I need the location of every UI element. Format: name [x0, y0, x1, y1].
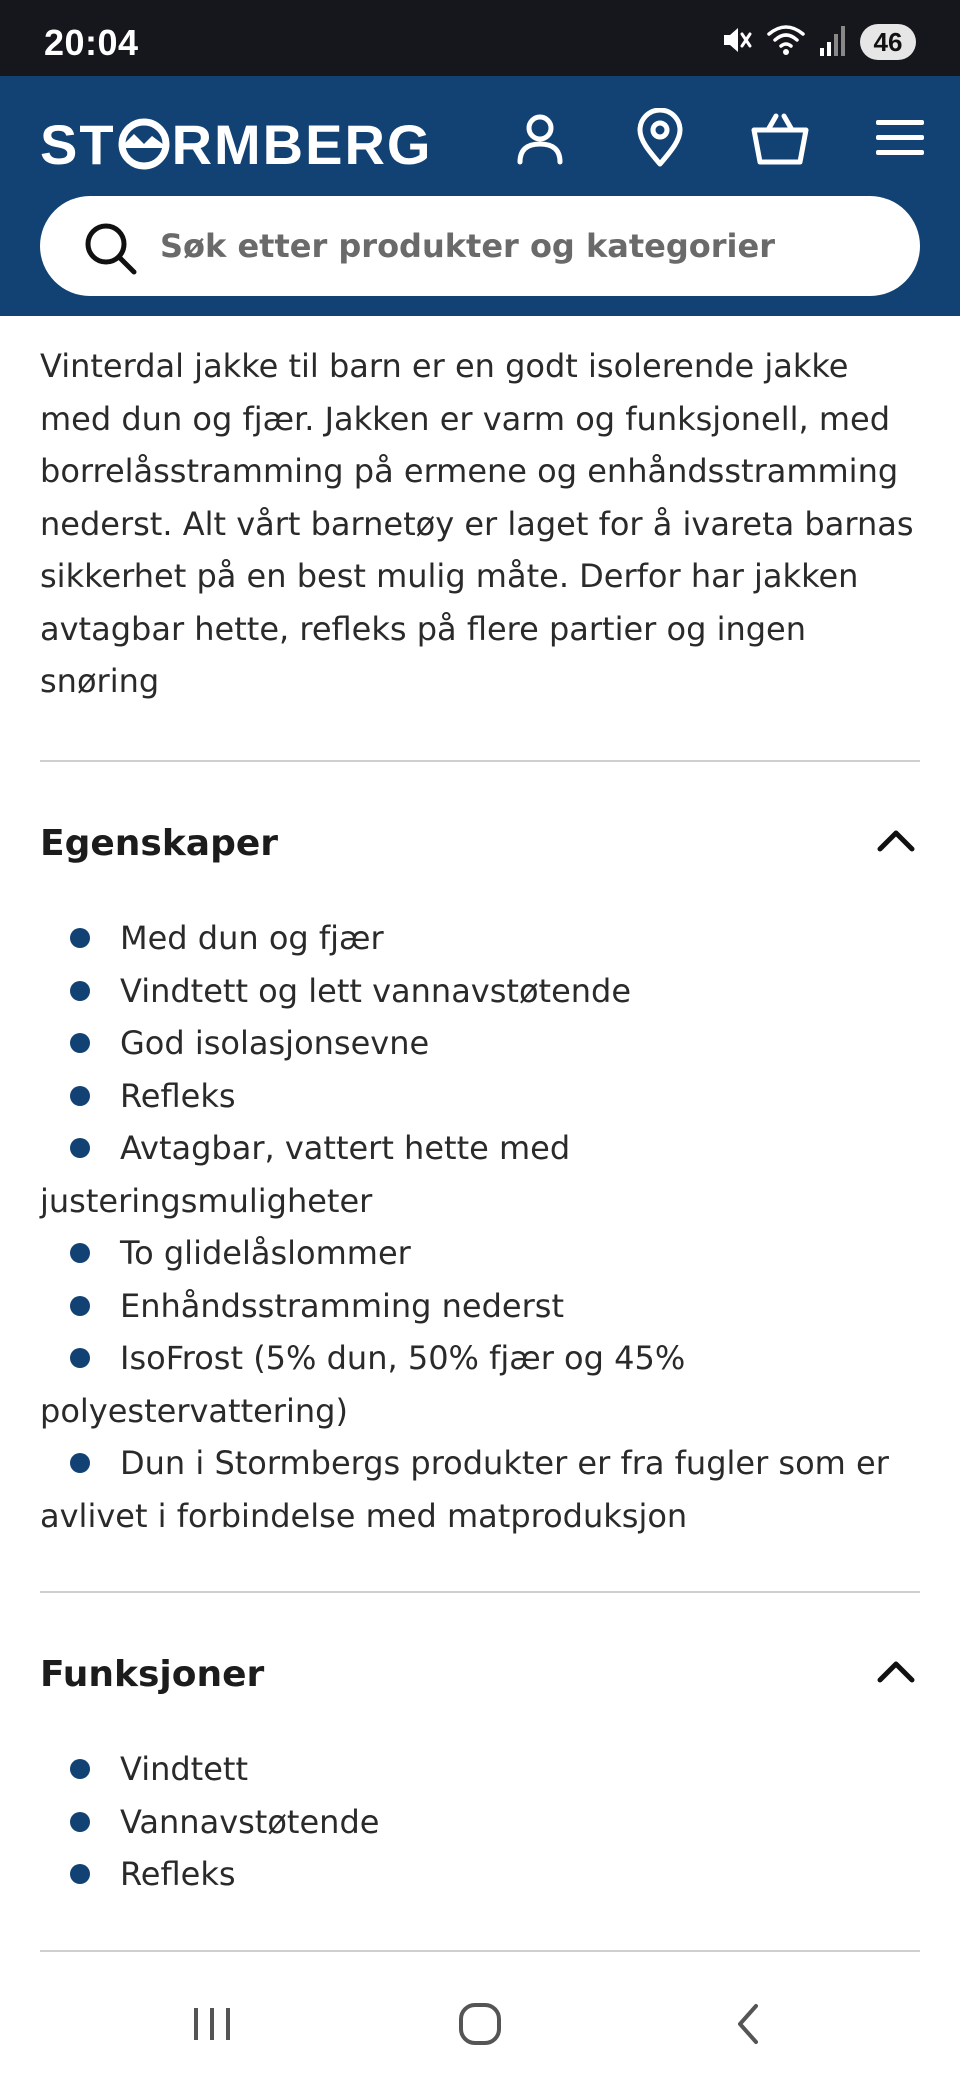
- section-title: Egenskaper: [40, 822, 279, 864]
- home-icon[interactable]: [440, 1984, 520, 2064]
- bullet-icon: [70, 1033, 90, 1053]
- list-item: Avtagbar, vattert hette med justeringsmuligheter: [40, 1129, 571, 1220]
- product-description: Vinterdal jakke til barn er en godt isolerende jakke med dun og fjær. Jakken er varm og funksjonell, med borrelåsstramming på ermene og enhåndsstramming nederst. Alt vårt barnetøy er laget for å ivareta barnas sikkerhet på en best mulig måte. Derfor har jakken avtagbar hette, refleks på flere partier og ingen snøring: [40, 347, 914, 700]
- logo-text-left: ST: [40, 112, 116, 176]
- back-icon[interactable]: [708, 1984, 788, 2064]
- bullet-icon: [70, 1812, 90, 1832]
- list-item: Med dun og fjær: [40, 912, 920, 965]
- shopping-bag-icon[interactable]: [748, 106, 812, 170]
- section-divider: [40, 1591, 920, 1593]
- account-icon[interactable]: [508, 106, 572, 170]
- chevron-up-icon[interactable]: [872, 817, 920, 869]
- list-item: Refleks: [40, 1070, 920, 1123]
- bullet-icon: [70, 1759, 90, 1779]
- logo-mountain-icon: [118, 118, 170, 170]
- egenskaper-list: [40, 912, 920, 1542]
- list-item: Vindtett og lett vannavstøtende: [40, 965, 920, 1018]
- location-pin-icon[interactable]: [628, 106, 692, 170]
- stormberg-logo[interactable]: [40, 104, 432, 184]
- bullet-icon: [70, 1296, 90, 1316]
- search-icon[interactable]: [82, 220, 138, 276]
- section-title: Funksjoner: [40, 1653, 265, 1695]
- list-item: God isolasjonsevne: [40, 1017, 920, 1070]
- bullet-icon: [70, 1138, 90, 1158]
- system-nav-bar: [0, 1960, 960, 2080]
- accordion-egenskaper[interactable]: [40, 803, 920, 883]
- list-item: Refleks: [40, 1848, 920, 1901]
- bullet-icon: [70, 1086, 90, 1106]
- logo-text-right: RMBERG: [171, 112, 433, 176]
- bullet-icon: [70, 928, 90, 948]
- list-item: To glidelåslommer: [40, 1227, 920, 1280]
- bullet-icon: [70, 1453, 90, 1473]
- chevron-up-icon[interactable]: [872, 1648, 920, 1700]
- site-header: [0, 76, 960, 316]
- list-item: Vindtett: [40, 1743, 920, 1796]
- search-input[interactable]: [160, 196, 880, 296]
- bullet-icon: [70, 1348, 90, 1368]
- funksjoner-list: [40, 1743, 920, 1901]
- search-bar[interactable]: [40, 196, 920, 296]
- list-item: IsoFrost (5% dun, 50% fjær og 45% polyestervattering): [40, 1339, 686, 1430]
- status-icons: [718, 22, 916, 62]
- section-divider: [40, 760, 920, 762]
- section-divider: [40, 1950, 920, 1952]
- accordion-funksjoner[interactable]: [40, 1634, 920, 1714]
- bullet-icon: [70, 1864, 90, 1884]
- header-icons: [508, 106, 932, 170]
- list-item: Enhåndsstramming nederst: [40, 1280, 920, 1333]
- recent-apps-icon[interactable]: [172, 1984, 252, 2064]
- mute-icon: [718, 22, 754, 62]
- status-time: 20:04: [44, 22, 139, 63]
- status-bar: [0, 0, 960, 76]
- menu-icon[interactable]: [868, 106, 932, 170]
- battery-icon: 46: [860, 24, 916, 60]
- bullet-icon: [70, 981, 90, 1001]
- bullet-icon: [70, 1243, 90, 1263]
- list-item: Vannavstøtende: [40, 1796, 920, 1849]
- signal-icon: [818, 22, 848, 62]
- list-item: Dun i Stormbergs produkter er fra fugler som er avlivet i forbindelse med matproduksjon: [40, 1444, 889, 1535]
- wifi-icon: [766, 22, 806, 62]
